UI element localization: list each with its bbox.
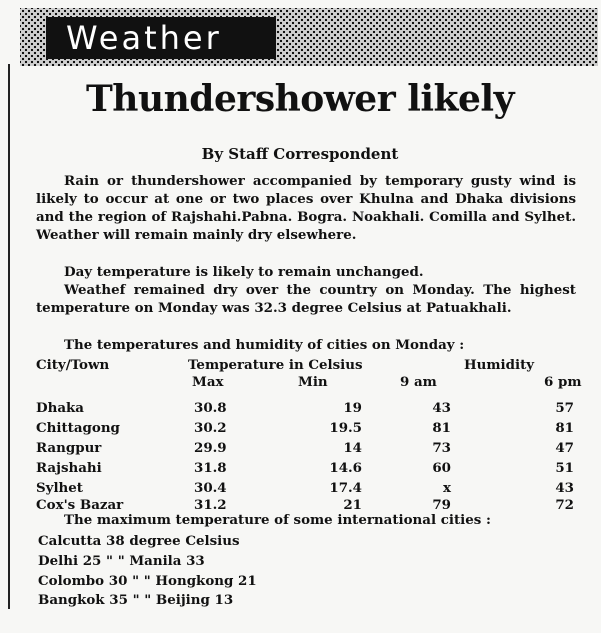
header-6pm: 6 pm: [544, 374, 582, 390]
humidity-6pm: 57: [555, 400, 574, 416]
humidity-6pm: 47: [555, 440, 574, 456]
min-temp: 21: [343, 497, 362, 513]
table-row: [36, 440, 586, 458]
city-name: Chittagong: [36, 420, 120, 436]
intl-city: Delhi: [38, 553, 79, 569]
paragraph-forecast: Rain or thundershower accompanied by temporary gusty wind is likely to occur at one or two places over Khulna and Dhaka divisions and the region of Rajshahi.Pabna. Bogra. Noakhali. Comilla and Sylhet. Weather will remain mainly dry elsewhere.: [36, 173, 576, 243]
intl-city: Bangkok: [38, 592, 105, 608]
headline: Thundershower likely: [86, 78, 514, 120]
table-header-row-2: [36, 374, 586, 392]
intl-temp: 35: [109, 592, 128, 608]
humidity-6pm: 72: [555, 497, 574, 513]
section-title: Weather: [46, 17, 276, 59]
min-temp: 14: [343, 440, 362, 456]
max-temp: 29.9: [194, 440, 227, 456]
humidity-9am: 43: [432, 400, 451, 416]
max-temp: 30.2: [194, 420, 227, 436]
table-row: [36, 480, 586, 498]
intl-temp: 30: [108, 573, 128, 589]
max-temp: 30.4: [194, 480, 227, 496]
header-9am: 9 am: [400, 374, 437, 390]
table-header-row-1: [36, 357, 586, 375]
list-item: [38, 592, 588, 611]
header-city: City/Town: [36, 357, 110, 373]
min-temp: 17.4: [329, 480, 362, 496]
international-intro: The maximum temperature of some international cities :: [64, 512, 491, 528]
intl-temp: 25: [82, 553, 102, 569]
max-temp: 30.8: [194, 400, 227, 416]
unit-label: degree Celsius: [129, 533, 240, 549]
table-row: [36, 400, 586, 418]
humidity-6pm: 81: [555, 420, 574, 436]
min-temp: 14.6: [329, 460, 362, 476]
intl-city: Beijing: [155, 592, 210, 608]
ditto-mark: ": [143, 573, 151, 589]
header-temperature: Temperature in Celsius: [188, 357, 363, 373]
min-temp: 19: [343, 400, 362, 416]
table-row: [36, 460, 586, 478]
intl-city: Hongkong: [155, 573, 234, 589]
intl-temp: 13: [214, 592, 234, 608]
humidity-9am: 79: [432, 497, 451, 513]
header-min: Min: [298, 374, 328, 390]
list-item: [38, 553, 588, 572]
ditto-mark: ": [117, 553, 125, 569]
min-temp: 19.5: [329, 420, 362, 436]
intl-city: Manila: [129, 553, 182, 569]
paragraph-day-temperature: Day temperature is likely to remain unchanged.: [64, 264, 424, 280]
humidity-9am: 73: [432, 440, 451, 456]
humidity-9am: x: [443, 480, 451, 496]
byline: By Staff Correspondent: [201, 145, 399, 163]
ditto-mark: ": [106, 553, 114, 569]
intl-temp: 38: [106, 533, 125, 549]
humidity-9am: 81: [432, 420, 451, 436]
header-humidity: Humidity: [464, 357, 535, 373]
header-max: Max: [192, 374, 224, 390]
intl-temp: 21: [238, 573, 257, 589]
city-name: Cox's Bazar: [36, 497, 124, 513]
column-rule: [8, 64, 10, 609]
city-name: Dhaka: [36, 400, 84, 416]
city-name: Rajshahi: [36, 460, 102, 476]
intl-temp: 33: [186, 553, 205, 569]
ditto-mark: ": [144, 592, 152, 608]
intl-city: Colombo: [38, 573, 105, 589]
humidity-9am: 60: [432, 460, 451, 476]
max-temp: 31.8: [194, 460, 227, 476]
paragraph-monday-report: Weathef remained dry over the country on Monday. The highest temperature on Monday was 32.3 degree Celsius at Patuakhali.: [36, 282, 576, 316]
humidity-6pm: 43: [555, 480, 574, 496]
list-item: [38, 533, 588, 552]
max-temp: 31.2: [194, 497, 227, 513]
city-name: Sylhet: [36, 480, 83, 496]
intl-city: Calcutta: [38, 533, 102, 549]
ditto-mark: ": [132, 573, 140, 589]
city-name: Rangpur: [36, 440, 102, 456]
table-row: [36, 420, 586, 438]
list-item: [38, 573, 588, 592]
paragraph-table-intro: The temperatures and humidity of cities on Monday :: [64, 337, 465, 353]
humidity-6pm: 51: [555, 460, 574, 476]
ditto-mark: ": [132, 592, 140, 608]
